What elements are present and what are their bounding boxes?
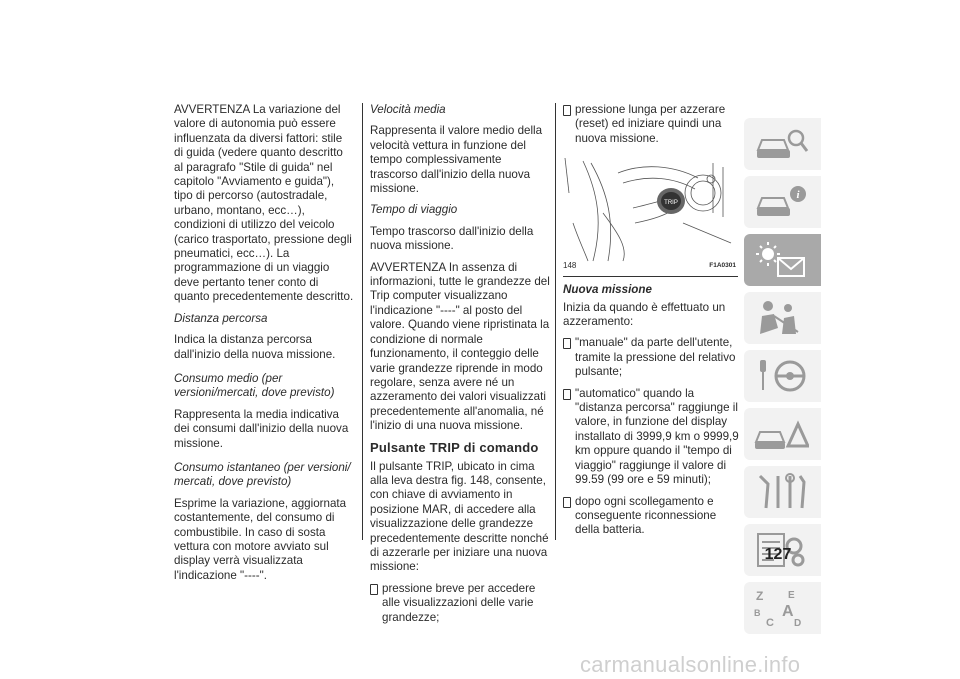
svg-text:D: D bbox=[794, 618, 802, 628]
paragraph-trip: Il pulsante TRIP, ubicato in cima alla leva destra fig. 148, consente, con chiave di avviamento in posizione MAR, di accedere alla visualizzazione delle grandezze precedentemente descritte nonché di azzerarle per iniziare una nuova missione: bbox=[370, 459, 549, 574]
figure-number: 148 bbox=[563, 260, 577, 270]
watermark: carmanualsonline.info bbox=[580, 652, 801, 677]
column-divider bbox=[362, 103, 363, 540]
paragraph-consumo-istantaneo: Esprime la variazione, aggiornata costantemente, del consumo di combustibile. In caso di sosta vettura con motore avviato sul display verrà visualizzata l'indicazione "----". bbox=[174, 496, 347, 582]
subheading-consumo-medio: Consumo medio (per versioni/mercati, dove previsto) bbox=[174, 371, 335, 400]
tab-emergency[interactable] bbox=[744, 408, 821, 460]
paragraph-avvertenza: AVVERTENZA In assenza di informazioni, tutte le grandezze del Trip computer visualizzano l'indicazione "----" al posto del valore. Quando viene ripristinata la condizione di normale funzionamento, il conteggio delle varie grandezze riprende in modo regolare, senza avere né un azzeramento dei valori visualizzati precedentemente all'anomalia, né l'inizio di una nuova missione. bbox=[370, 260, 550, 433]
tab-safety[interactable] bbox=[744, 292, 821, 344]
warning-paragraph: AVVERTENZA La variazione del valore di autonomia può essere influenzata da diversi fattori: stile di guida (vedere quanto descritto al paragrafo "Stile di guida" nel capitolo "Avviamento e guida"), tipo di percorso (autostradale, urbano, montano, ecc…), condizioni di utilizzo del veicolo (carico trasportato, pressione degli pneumatici, ecc…). La programmazione di un viaggio deve pertanto tener conto di quanto precedentemente descritto. bbox=[174, 103, 354, 304]
warning-lights-icon bbox=[754, 240, 809, 280]
paragraph-velocita: Rappresenta il valore medio della velocità vettura in funzione del tempo complessivamente trascorso dall'inizio della nuova missione. bbox=[370, 124, 543, 196]
maintenance-icon bbox=[754, 472, 809, 512]
tab-index[interactable] bbox=[744, 582, 821, 634]
trip-button-label: TRIP bbox=[664, 200, 678, 207]
bullet-item: pressione lunga per azzerare (reset) ed iniziare quindi una nuova missione. bbox=[563, 103, 743, 146]
column-divider bbox=[555, 103, 556, 540]
steering-lever-illustration bbox=[563, 153, 738, 263]
tab-warning-lights[interactable] bbox=[744, 234, 821, 286]
tab-car-info[interactable] bbox=[744, 176, 821, 228]
figure-148 bbox=[563, 153, 738, 277]
svg-text:Z: Z bbox=[756, 589, 764, 603]
subheading-tempo: Tempo di viaggio bbox=[370, 203, 458, 217]
svg-text:B: B bbox=[754, 608, 761, 618]
subheading-velocita: Velocità media bbox=[370, 103, 446, 116]
paragraph-nuova-missione: Inizia da quando è effettuato un azzeramento: bbox=[563, 300, 726, 329]
text-column-2 bbox=[370, 103, 550, 632]
bullet-item: pressione breve per accedere alle visualizzazioni delle varie grandezze; bbox=[370, 582, 550, 625]
tab-starting-driving[interactable] bbox=[744, 350, 821, 402]
paragraph-consumo-medio: Rappresenta la media indicativa dei consumi dall'inizio della nuova missione. bbox=[174, 407, 349, 450]
emergency-icon bbox=[754, 414, 809, 454]
svg-text:i: i bbox=[796, 189, 800, 201]
paragraph-tempo: Tempo trascorso dall'inizio della nuova missione. bbox=[370, 224, 534, 253]
svg-text:E: E bbox=[788, 590, 795, 601]
text-column-3 bbox=[563, 103, 743, 545]
checkbox-bullet-icon bbox=[563, 497, 571, 508]
checkbox-bullet-icon bbox=[370, 584, 378, 595]
svg-text:C: C bbox=[766, 617, 774, 628]
car-search-icon bbox=[754, 124, 809, 164]
figure-code: F1A0301 bbox=[709, 261, 736, 269]
tab-maintenance[interactable] bbox=[744, 466, 821, 518]
checkbox-bullet-icon bbox=[563, 389, 571, 400]
subheading-distanza: Distanza percorsa bbox=[174, 311, 268, 325]
paragraph-distanza: Indica la distanza percorsa dall'inizio della nuova missione. bbox=[174, 333, 336, 361]
car-info-icon bbox=[754, 182, 809, 222]
index-icon bbox=[754, 588, 809, 628]
tab-car-search[interactable] bbox=[744, 118, 821, 170]
bullet-item: "automatico" quando la "distanza percorsa" raggiunge il valore, in funzione del display installato di 3999,9 km o 9999,9 km oppure quando il "tempo di viaggio" raggiunge il valore di 99.59 (99 ore e 59 minuti); bbox=[563, 387, 743, 488]
checkbox-bullet-icon bbox=[563, 338, 571, 349]
section-heading-trip: Pulsante TRIP di comando bbox=[370, 439, 539, 455]
bullet-item: dopo ogni scollegamento e conseguente riconnessione della batteria. bbox=[563, 495, 743, 538]
starting-driving-icon bbox=[754, 356, 809, 396]
checkbox-bullet-icon bbox=[563, 105, 571, 116]
subheading-nuova-missione: Nuova missione bbox=[563, 283, 652, 297]
text-column-1 bbox=[174, 103, 354, 590]
subheading-consumo-istantaneo: Consumo istantaneo (per versioni/ mercati, dove previsto) bbox=[174, 460, 351, 489]
page-number: 127 bbox=[764, 546, 792, 563]
safety-icon bbox=[754, 298, 809, 338]
bullet-item: "manuale" da parte dell'utente, tramite la pressione del relativo pulsante; bbox=[563, 336, 743, 379]
svg-text:A: A bbox=[782, 603, 794, 620]
